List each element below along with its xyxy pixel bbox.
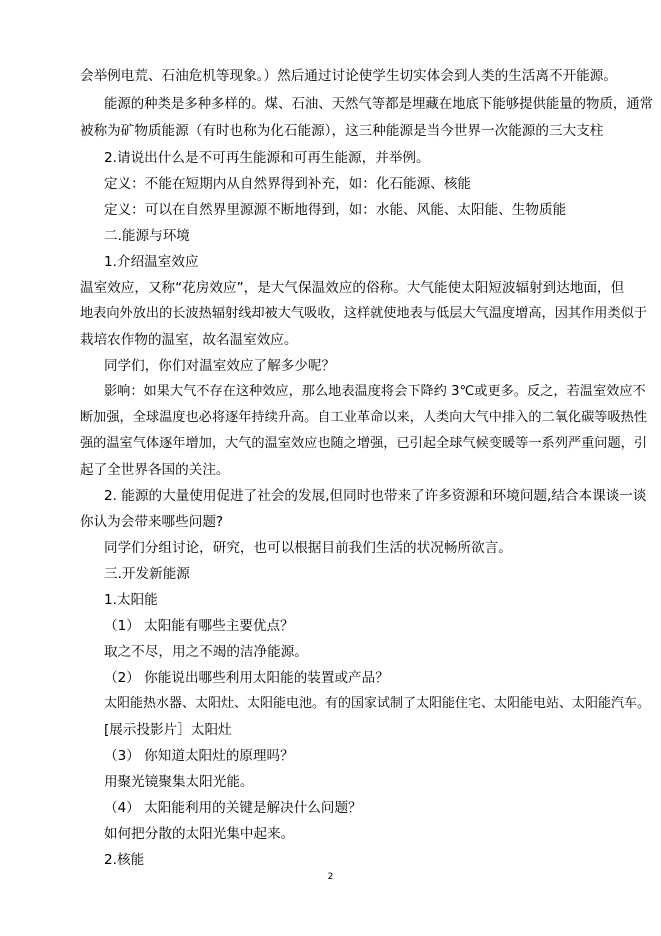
definition-line: 定义：可以在自然界里源源不断地得到，如：水能、风能、太阳能、生物质能: [104, 202, 567, 218]
question-line: 你认为会带来哪些问题?: [80, 514, 224, 530]
paragraph-line: [展示投影片］太阳灶: [104, 722, 232, 738]
answer-line: 如何把分散的太阳光集中起来。: [104, 826, 295, 842]
section-heading: 三.开发新能源: [104, 566, 190, 582]
paragraph-line: 栽培农作物的温室，故名温室效应。: [80, 332, 298, 348]
subsection-heading: 1.介绍温室效应: [104, 254, 199, 270]
subsection-heading: 1.太阳能: [104, 592, 158, 608]
answer-line: 用聚光镜聚集太阳光能。: [104, 774, 254, 790]
paragraph-line: 同学们分组讨论，研究，也可以根据目前我们生活的状况畅所欲言。: [104, 540, 512, 556]
paragraph-line: 被称为矿物质能源（有时也称为化石能源），这三种能源是当今世界一次能源的三大支柱: [80, 123, 604, 139]
paragraph-line: 影响：如果大气不存在这种效应，那么地表温度将会下降约 3℃或更多。反之，若温室效应不: [104, 384, 646, 399]
paragraph-line: 断加强，全球温度也必将逐年持续升高。自工业革命以来，人类向大气中排入的二氧化碳等吸热性: [80, 410, 648, 425]
paragraph-line: 起了全世界各国的关注。: [80, 462, 230, 478]
question-line: 同学们，你们对温室效应了解多少呢？: [104, 358, 336, 374]
question-line: （1） 太阳能有哪些主要优点？: [104, 618, 294, 634]
question-line: （2） 你能说出哪些利用太阳能的装置或产品？: [104, 670, 389, 686]
definition-line: 定义：不能在短期内从自然界得到补充，如：化石能源、核能: [104, 176, 472, 192]
section-heading: 二.能源与环境: [104, 228, 190, 244]
answer-line: 太阳能热水器、太阳灶、太阳能电池。有的国家试制了太阳能住宅、太阳能电站、太阳能汽车。: [104, 696, 651, 711]
question-line: （3） 你知道太阳灶的原理吗？: [104, 748, 294, 764]
paragraph-line: 温室效应，又称“花房效应”，是大气保温效应的俗称。大气能使太阳短波辐射到达地面，但: [80, 280, 625, 296]
page-number: 2: [327, 872, 334, 882]
subsection-heading: 2.核能: [104, 852, 145, 868]
paragraph-line: 强的温室气体逐年增加，大气的温室效应也随之增强，已引起全球气候变暖等一系列严重问题，引: [80, 436, 648, 451]
paragraph-line: 地表向外放出的长波热辐射线却被大气吸收，这样就使地表与低层大气温度增高，因其作用类似于: [80, 306, 648, 321]
paragraph-line: 能源的种类是多种多样的。煤、石油、天然气等都是埋藏在地底下能够提供能量的物质，通常: [104, 97, 654, 112]
paragraph-line: 会举例电荒、石油危机等现象。）然后通过讨论使学生切实体会到人类的生活离不开能源。: [80, 68, 617, 84]
question-line: 2. 能源的大量使用促进了社会的发展,但同时也带来了许多资源和环境问题,结合本课谈一谈: [104, 488, 647, 504]
question-line: 2.请说出什么是不可再生能源和可再生能源，并举例。: [104, 150, 430, 166]
question-line: （4） 太阳能利用的关键是解决什么问题？: [104, 800, 362, 816]
answer-line: 取之不尽，用之不竭的洁净能源。: [104, 644, 308, 660]
